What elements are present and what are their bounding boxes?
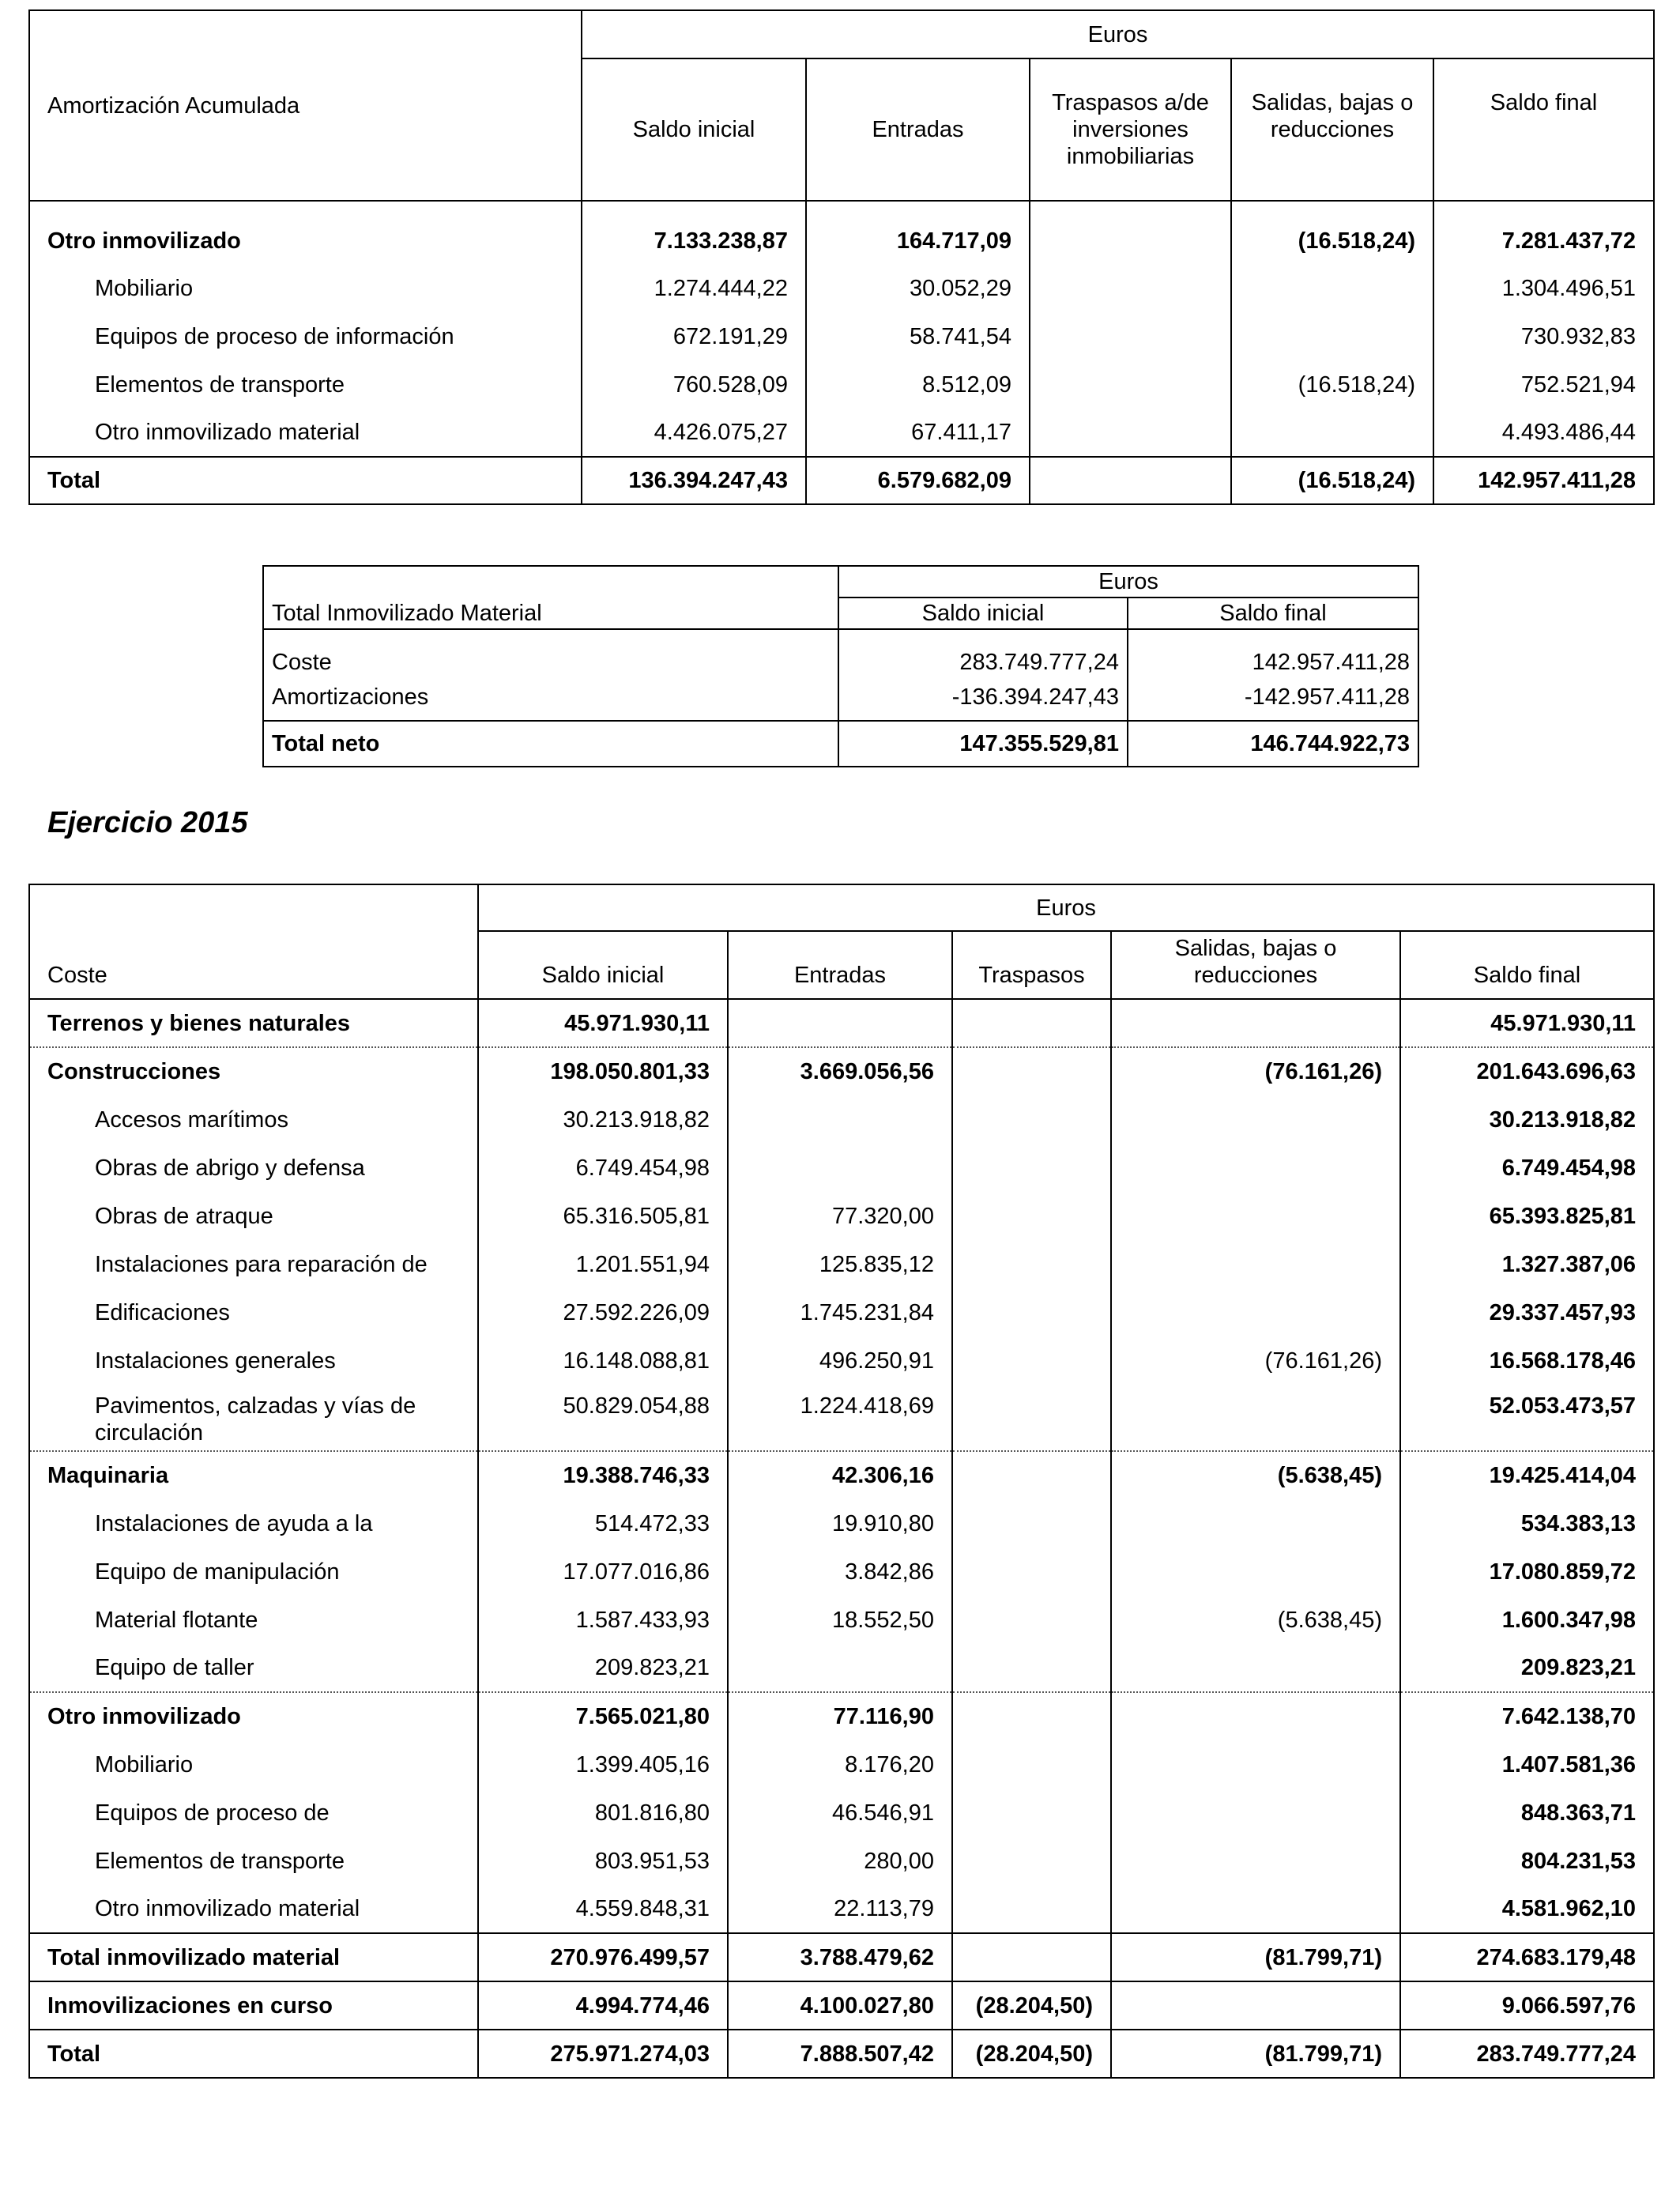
table-cell: [1030, 201, 1231, 264]
table-cell: 67.411,17: [806, 409, 1030, 457]
table-cell: 29.337.457,93: [1489, 1299, 1637, 1325]
group-header: Euros: [582, 10, 1654, 58]
table-cell: [952, 1240, 1111, 1288]
table-cell: [1231, 312, 1433, 360]
table-cell: 4.426.075,27: [582, 409, 806, 457]
total-cell: 142.957.411,28: [1478, 468, 1637, 493]
row-label: Accesos marítimos: [29, 1095, 478, 1144]
table-cell: 7.133.238,87: [582, 201, 806, 264]
row-label: Obras de atraque: [29, 1192, 478, 1240]
row-label: Total: [29, 2030, 478, 2078]
section-title: Ejercicio 2015: [47, 806, 248, 839]
table-cell: 17.080.859,72: [1489, 1559, 1637, 1585]
col-header: Salidas, bajas o reducciones: [1231, 58, 1433, 201]
table-cell: [1030, 312, 1231, 360]
table-cell: 3.842,86: [728, 1547, 952, 1596]
table-cell: 209.823,21: [1520, 1655, 1637, 1680]
table-cell: [952, 1740, 1111, 1789]
table-cell: (5.638,45): [1111, 1596, 1400, 1644]
table-cell: 30.052,29: [806, 264, 1030, 312]
table-cell: 804.231,53: [1520, 1848, 1637, 1874]
table-cell: [1030, 360, 1231, 409]
col-header: Entradas: [728, 931, 952, 999]
table-row: [29, 1692, 1654, 1740]
table-cell: 7.642.138,70: [1400, 1692, 1654, 1740]
table-cell: [1111, 1644, 1400, 1692]
table-cell: [728, 1095, 952, 1144]
table-cell: [952, 1789, 1111, 1837]
row-label: Terrenos y bienes naturales: [29, 999, 478, 1047]
table-cell: 19.910,80: [728, 1499, 952, 1547]
table-row: [263, 680, 1418, 714]
table-cell: [1111, 1192, 1400, 1240]
row-label: Instalaciones generales: [29, 1336, 478, 1385]
table-cell: [952, 999, 1111, 1047]
table-cell: 8.512,09: [806, 360, 1030, 409]
row-label: Obras de abrigo y defensa: [29, 1144, 478, 1192]
total-cell: 6.579.682,09: [806, 457, 1030, 504]
row-label: Material flotante: [29, 1596, 478, 1644]
table-cell: 22.113,79: [728, 1885, 952, 1933]
total-label: Total neto: [263, 721, 838, 767]
table-cell: 50.829.054,88: [478, 1385, 728, 1451]
row-label: Instalaciones de ayuda a la: [29, 1499, 478, 1547]
table-cell: 45.971.930,11: [1490, 1010, 1637, 1036]
table-cell: 27.592.226,09: [478, 1288, 728, 1336]
table-row: [29, 1547, 1654, 1596]
table-row: [29, 1837, 1654, 1885]
row-label: Inmovilizaciones en curso: [29, 1981, 478, 2030]
row-label: Equipo de taller: [29, 1644, 478, 1692]
col-header: Saldo inicial: [478, 931, 728, 999]
row-label: Instalaciones para reparación de: [29, 1240, 478, 1288]
row-label-header: Amortización Acumulada: [29, 10, 582, 201]
table-cell: 1.587.433,93: [478, 1596, 728, 1644]
table-cell: 30.213.918,82: [1489, 1106, 1637, 1133]
table-row: [29, 1933, 1654, 1981]
table-cell: 270.976.499,57: [478, 1933, 728, 1981]
row-label-header: Total Inmovilizado Material: [263, 598, 838, 629]
table-cell: [1111, 1885, 1400, 1933]
col-header: Entradas: [806, 58, 1030, 201]
table-cell: (81.799,71): [1111, 2030, 1400, 2078]
table-cell: [1111, 1385, 1400, 1451]
table-row: [29, 409, 1654, 457]
row-label: Otro inmovilizado material: [29, 409, 582, 457]
table-cell: 16.568.178,46: [1489, 1348, 1637, 1374]
table-row: [29, 1789, 1654, 1837]
table-cell: [952, 1385, 1111, 1451]
table-cell: [952, 1451, 1111, 1499]
table-cell: 77.320,00: [728, 1192, 952, 1240]
table-row: [29, 1885, 1654, 1933]
table-cell: (5.638,45): [1111, 1451, 1400, 1499]
table-cell: [952, 1547, 1111, 1596]
table-cell: [952, 1288, 1111, 1336]
table-cell: [952, 1144, 1111, 1192]
table-row: [29, 312, 1654, 360]
table-cell: [728, 1144, 952, 1192]
table-cell: [1111, 1740, 1400, 1789]
table-cell: 164.717,09: [806, 201, 1030, 264]
row-label: Elementos de transporte: [29, 360, 582, 409]
table-cell: 4.581.962,10: [1501, 1896, 1637, 1921]
table-row: [29, 201, 1654, 264]
group-header: Euros: [478, 884, 1654, 931]
total-inmovilizado-table: [262, 565, 1419, 767]
table-cell: (81.799,71): [1111, 1933, 1400, 1981]
row-label: Equipos de proceso de: [29, 1789, 478, 1837]
table-cell: [1231, 264, 1433, 312]
table-cell: 496.250,91: [728, 1336, 952, 1385]
row-label: Equipos de proceso de información: [29, 312, 582, 360]
table-cell: [1111, 1837, 1400, 1885]
table-cell: [1111, 1288, 1400, 1336]
group-header: Euros: [838, 566, 1418, 598]
table-cell: 672.191,29: [582, 312, 806, 360]
table-row: [29, 1385, 1654, 1451]
table-cell: 65.316.505,81: [478, 1192, 728, 1240]
row-label: Elementos de transporte: [29, 1837, 478, 1885]
table-cell: 198.050.801,33: [478, 1047, 728, 1095]
table-cell: 65.393.825,81: [1489, 1203, 1637, 1229]
table-cell: 58.741,54: [806, 312, 1030, 360]
table-cell: 19.425.414,04: [1400, 1451, 1654, 1499]
table-cell: (16.518,24): [1231, 360, 1433, 409]
table-cell: 283.749.777,24: [1476, 2041, 1637, 2067]
table-cell: 801.816,80: [478, 1789, 728, 1837]
table-cell: [1030, 264, 1231, 312]
table-cell: 6.749.454,98: [1501, 1155, 1637, 1181]
table-cell: [952, 1499, 1111, 1547]
table-cell: [1030, 409, 1231, 457]
table-cell: 803.951,53: [478, 1837, 728, 1885]
empty-cell: [29, 884, 478, 931]
table-row: [29, 1981, 1654, 2030]
col-header: Saldo inicial: [582, 58, 806, 201]
table-row: [29, 1192, 1654, 1240]
col-header: Traspasos: [952, 931, 1111, 999]
table-cell: 209.823,21: [478, 1644, 728, 1692]
table-cell: [728, 999, 952, 1047]
table-cell: 848.363,71: [1520, 1800, 1637, 1826]
table-cell: 125.835,12: [728, 1240, 952, 1288]
total-cell: 146.744.922,73: [1250, 731, 1411, 756]
table-cell: (76.161,26): [1111, 1336, 1400, 1385]
table-cell: -136.394.247,43: [838, 680, 1128, 714]
table-row: [29, 1740, 1654, 1789]
table-row: [29, 1336, 1654, 1385]
table-cell: 3.788.479,62: [728, 1933, 952, 1981]
table-cell: [952, 1837, 1111, 1885]
table-row: [29, 264, 1654, 312]
row-label: Total inmovilizado material: [29, 1933, 478, 1981]
table-cell: 30.213.918,82: [478, 1095, 728, 1144]
table-cell: 45.971.930,11: [478, 999, 728, 1047]
table-row: [29, 1144, 1654, 1192]
row-label: Edificaciones: [29, 1288, 478, 1336]
table-row: [29, 360, 1654, 409]
table-cell: 1.407.581,36: [1501, 1751, 1637, 1777]
table-cell: 1.399.405,16: [478, 1740, 728, 1789]
table-row: [263, 645, 1418, 680]
table-cell: [1111, 1692, 1400, 1740]
table-cell: (28.204,50): [952, 2030, 1111, 2078]
table-cell: [952, 1692, 1111, 1740]
row-label: Equipo de manipulación: [29, 1547, 478, 1596]
table-cell: [1111, 1789, 1400, 1837]
table-cell: 730.932,83: [1520, 323, 1637, 349]
table-cell: 42.306,16: [728, 1451, 952, 1499]
table-cell: [1111, 1240, 1400, 1288]
table-cell: 534.383,13: [1520, 1510, 1637, 1536]
row-label: Coste: [263, 645, 838, 680]
table-cell: 7.565.021,80: [478, 1692, 728, 1740]
total-label: Total: [29, 457, 582, 504]
table-cell: -142.957.411,28: [1244, 684, 1411, 710]
table-row: [29, 1095, 1654, 1144]
table-row: [29, 1596, 1654, 1644]
table-cell: [1111, 1981, 1400, 2030]
row-label: Maquinaria: [29, 1451, 478, 1499]
table-cell: 7.888.507,42: [728, 2030, 952, 2078]
total-cell: (16.518,24): [1231, 457, 1433, 504]
total-cell: 136.394.247,43: [582, 457, 806, 504]
table-cell: 1.745.231,84: [728, 1288, 952, 1336]
table-cell: 77.116,90: [728, 1692, 952, 1740]
table-cell: [1111, 1144, 1400, 1192]
amortizacion-acumulada-table: [28, 9, 1655, 505]
row-label-header: Coste: [29, 931, 478, 999]
total-cell: [1030, 457, 1231, 504]
table-row: [29, 1240, 1654, 1288]
table-cell: [1231, 409, 1433, 457]
table-row: [29, 2030, 1654, 2078]
table-cell: (28.204,50): [952, 1981, 1111, 2030]
table-row: [29, 1644, 1654, 1692]
col-header: Saldo inicial: [838, 598, 1128, 629]
table-cell: 142.957.411,28: [1252, 650, 1411, 675]
table-cell: 1.201.551,94: [478, 1240, 728, 1288]
table-cell: [952, 1885, 1111, 1933]
table-cell: 18.552,50: [728, 1596, 952, 1644]
col-header: Saldo final: [1400, 931, 1654, 999]
table-cell: [728, 1644, 952, 1692]
table-cell: [952, 1596, 1111, 1644]
row-label: Mobiliario: [29, 264, 582, 312]
table-row: [29, 1288, 1654, 1336]
table-cell: 201.643.696,63: [1400, 1047, 1654, 1095]
table-cell: [1111, 999, 1400, 1047]
table-cell: [952, 1047, 1111, 1095]
row-label: Mobiliario: [29, 1740, 478, 1789]
table-cell: 1.274.444,22: [582, 264, 806, 312]
table-cell: 4.994.774,46: [478, 1981, 728, 2030]
table-row: [29, 1451, 1654, 1499]
table-cell: [952, 1095, 1111, 1144]
table-cell: 514.472,33: [478, 1499, 728, 1547]
row-label: Otro inmovilizado: [29, 1692, 478, 1740]
table-cell: 760.528,09: [582, 360, 806, 409]
table-cell: 7.281.437,72: [1501, 228, 1637, 254]
table-cell: [1111, 1547, 1400, 1596]
table-cell: 280,00: [728, 1837, 952, 1885]
table-cell: 3.669.056,56: [728, 1047, 952, 1095]
table-cell: 1.600.347,98: [1501, 1607, 1637, 1633]
table-cell: 1.224.418,69: [728, 1385, 952, 1451]
table-cell: 4.493.486,44: [1501, 420, 1637, 445]
row-label: Amortizaciones: [263, 680, 838, 714]
table-cell: [1111, 1095, 1400, 1144]
row-label: Pavimentos, calzadas y vías de circulación: [29, 1385, 478, 1451]
table-cell: [952, 1192, 1111, 1240]
col-header: Traspasos a/de inversiones inmobiliarias: [1030, 58, 1231, 201]
table-cell: (16.518,24): [1231, 201, 1433, 264]
table-cell: [1111, 1499, 1400, 1547]
col-header: Saldo final: [1128, 598, 1418, 629]
table-cell: 4.559.848,31: [478, 1885, 728, 1933]
table-cell: 46.546,91: [728, 1789, 952, 1837]
table-row: [29, 1499, 1654, 1547]
table-cell: 6.749.454,98: [478, 1144, 728, 1192]
table-cell: 9.066.597,76: [1501, 1992, 1637, 2019]
table-cell: 752.521,94: [1520, 371, 1637, 398]
table-cell: 17.077.016,86: [478, 1547, 728, 1596]
table-cell: 275.971.274,03: [478, 2030, 728, 2078]
row-label: Otro inmovilizado: [29, 201, 582, 264]
table-row: [29, 1047, 1654, 1095]
col-header: Saldo final: [1433, 58, 1654, 201]
table-cell: 8.176,20: [728, 1740, 952, 1789]
col-header: Salidas, bajas o reducciones: [1111, 931, 1400, 999]
table-cell: 19.388.746,33: [478, 1451, 728, 1499]
coste-2015-table: [28, 884, 1655, 2079]
table-cell: 283.749.777,24: [838, 645, 1128, 680]
table-cell: 16.148.088,81: [478, 1336, 728, 1385]
table-cell: (76.161,26): [1111, 1047, 1400, 1095]
empty-cell: [263, 566, 838, 598]
row-label: Construcciones: [29, 1047, 478, 1095]
row-label: Otro inmovilizado material: [29, 1885, 478, 1933]
table-cell: 4.100.027,80: [728, 1981, 952, 2030]
table-row: [29, 999, 1654, 1047]
table-cell: [952, 1644, 1111, 1692]
table-cell: 1.327.387,06: [1501, 1251, 1637, 1277]
table-cell: [952, 1336, 1111, 1385]
total-cell: 147.355.529,81: [838, 721, 1128, 767]
table-cell: 1.304.496,51: [1501, 275, 1637, 301]
table-cell: 274.683.179,48: [1476, 1944, 1637, 1970]
table-cell: [952, 1933, 1111, 1981]
table-cell: 52.053.473,57: [1489, 1393, 1637, 1419]
